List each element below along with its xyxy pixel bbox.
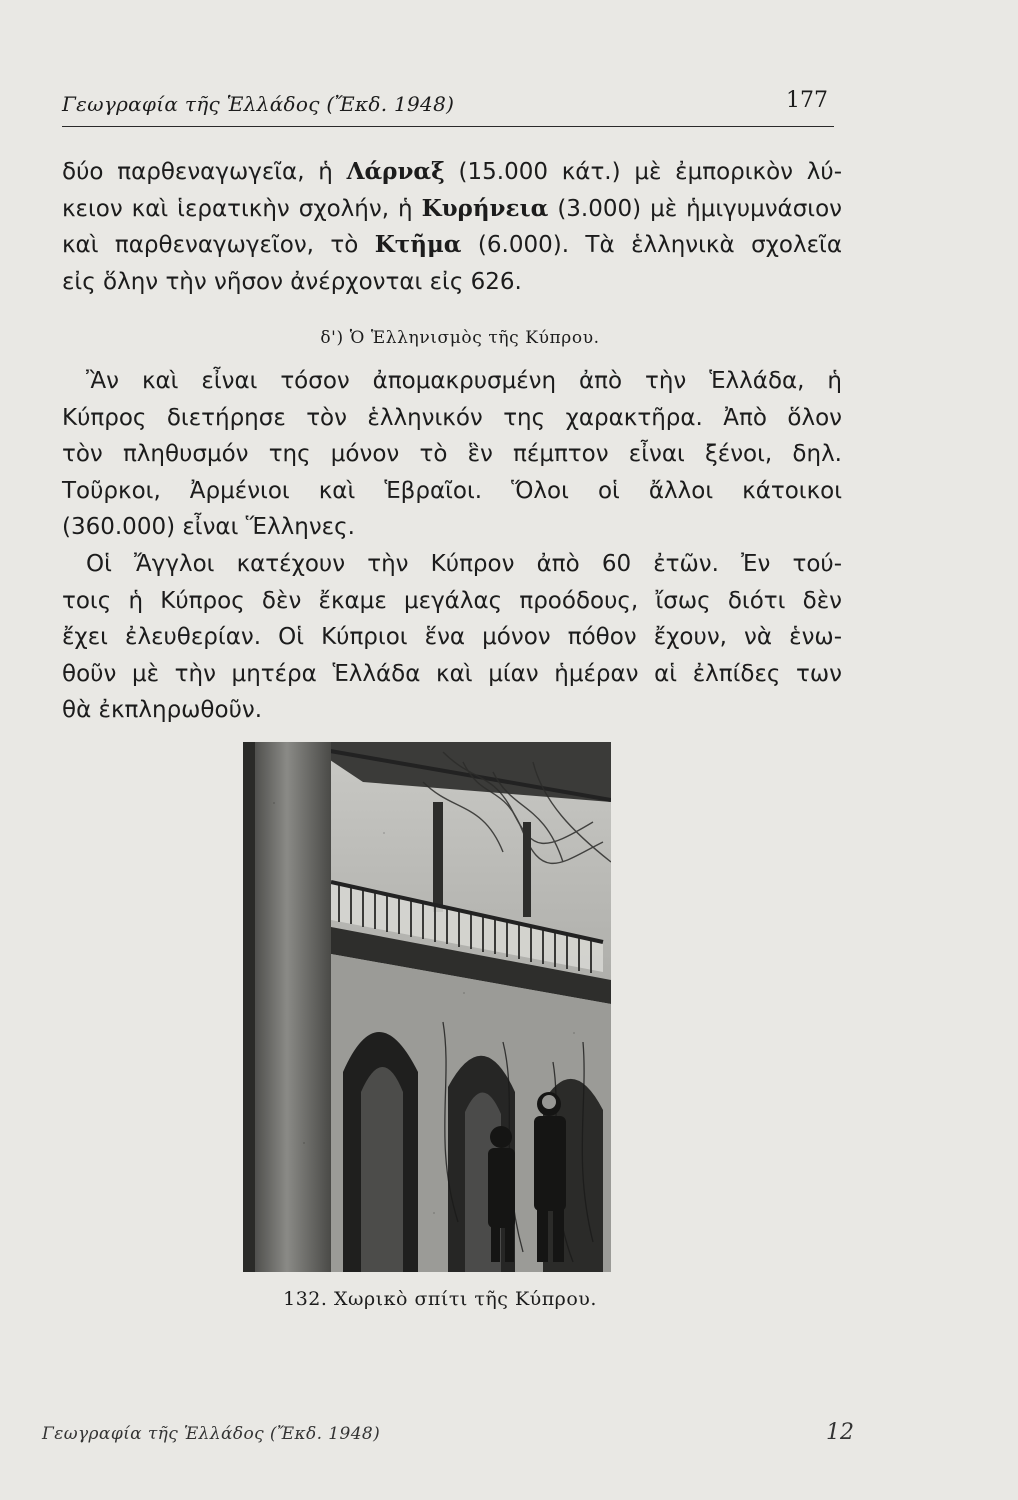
page-number: 177	[786, 88, 828, 113]
text-line: κειον καὶ ἱερατικὴν σχολήν, ἡ Κυρήνεια (3.000) μὲ ἡμιγυμνάσιον	[62, 194, 842, 222]
village-house-photo	[243, 742, 611, 1272]
paragraph-british	[62, 546, 842, 729]
place-ktima: Κτῆμα	[374, 231, 462, 259]
paragraph-schools	[62, 154, 842, 300]
text-line: καὶ παρθεναγωγεῖον, τὸ Κτῆμα (6.000). Τὰ ἑλληνικὰ σχολεῖα	[62, 231, 842, 259]
signature-line: Γεωγραφία τῆς Ἑλλάδος (Ἔκδ. 1948)	[42, 1424, 381, 1444]
text-line: Οἱ Ἄγγλοι κατέχουν τὴν Κύπρον ἀπὸ 60 ἐτῶν. Ἐν τού-	[86, 551, 842, 577]
figure-caption: 132. Χωρικὸ σπίτι τῆς Κύπρου.	[283, 1288, 597, 1310]
text-line: θὰ ἐκπληρωθοῦν.	[62, 697, 263, 724]
sheet-number: 12	[826, 1420, 854, 1445]
photo-illustration	[243, 742, 611, 1272]
text-line: ἔχει ἐλευθερίαν. Οἱ Κύπριοι ἕνα μόνον πόθον ἔχουν, νὰ ἑνω-	[62, 624, 842, 651]
text-line: Ἂν καὶ εἶναι τόσον ἀπομακρυσμένη ἀπὸ τὴν Ἑλλάδα, ἡ	[86, 368, 842, 394]
place-larnax: Λάρναξ	[346, 158, 445, 185]
place-kyrenia: Κυρήνεια	[421, 194, 549, 222]
text-line: εἰς ὅλην τὴν νῆσον ἀνέρχονται εἰς 626.	[62, 268, 522, 295]
text-line: τοις ἡ Κύπρος δὲν ἔκαμε μεγάλας προόδους, ἴσως διότι δὲν	[62, 587, 842, 614]
text-line: δύο παρθεναγωγεῖα, ἡ Λάρναξ (15.000 κάτ.) μὲ ἐμπορικὸν λύ-	[62, 158, 842, 185]
text-line: Κύπρος διετήρησε τὸν ἑλληνικόν της χαρακτῆρα. Ἀπὸ ὅλον	[62, 404, 842, 431]
running-title: Γεωγραφία τῆς Ἑλλάδος (Ἔκδ. 1948)	[62, 92, 455, 116]
paragraph-hellenism	[62, 363, 842, 546]
section-heading: δ') Ὁ Ἑλληνισμὸς τῆς Κύπρου.	[320, 328, 600, 348]
text-line: τὸν πληθυσμόν της μόνον τὸ ἓν πέμπτον εἶναι ξένοι, δηλ.	[62, 441, 842, 468]
text-line: Τοῦρκοι, Ἀρμένιοι καὶ Ἑβραῖοι. Ὅλοι οἱ ἄλλοι κάτοικοι	[62, 477, 842, 504]
text-line: θοῦν μὲ τὴν μητέρα Ἑλλάδα καὶ μίαν ἡμέραν αἱ ἐλπίδες των	[62, 660, 842, 687]
text-line: (360.000) εἶναι Ἕλληνες.	[62, 514, 355, 541]
running-header	[62, 86, 834, 127]
